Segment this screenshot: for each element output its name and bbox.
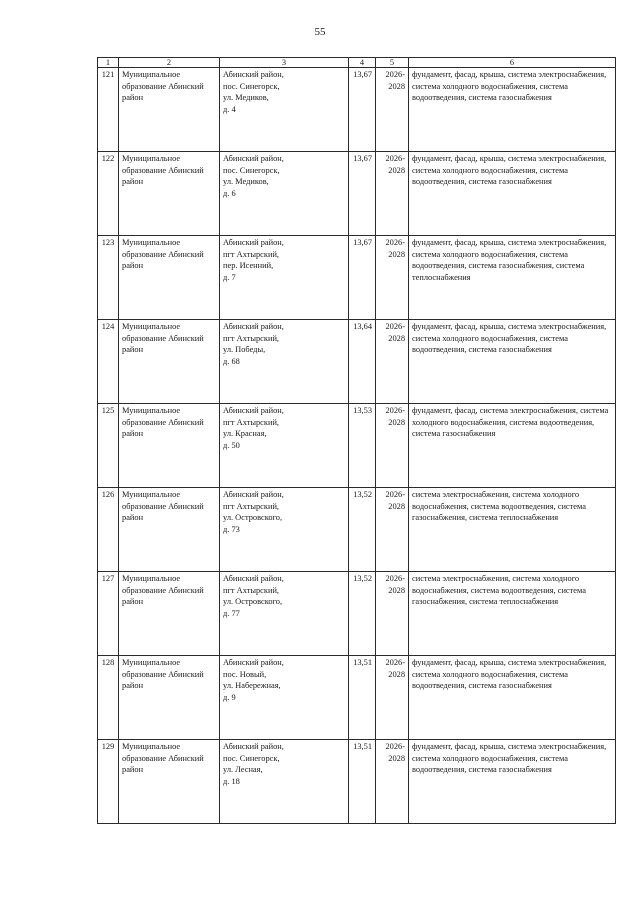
address-line: пер. Исенний, <box>223 261 274 271</box>
works-cell: фундамент, фасад, крыша, система электроснабжения, система холодного водоснабжения, система водоотведения, система газоснабжения <box>409 68 616 152</box>
address-cell <box>220 572 349 656</box>
area-cell: 13,52 <box>349 572 376 656</box>
period-end: 2028 <box>388 165 405 175</box>
row-number: 123 <box>98 236 119 320</box>
municipality-cell: Муниципальное образование Абинский район <box>119 152 220 236</box>
address-line: д. 6 <box>223 188 236 198</box>
address-line: д. 7 <box>223 272 236 282</box>
address-cell <box>220 320 349 404</box>
row-number: 128 <box>98 656 119 740</box>
address-line: д. 18 <box>223 776 240 786</box>
period-end: 2028 <box>388 585 405 595</box>
address-cell <box>220 656 349 740</box>
address-cell <box>220 68 349 152</box>
address-line: пос. Синегорск, <box>223 753 280 763</box>
municipality-cell: Муниципальное образование Абинский район <box>119 68 220 152</box>
period-start: 2026- <box>385 742 405 751</box>
table-row <box>98 320 616 404</box>
row-number: 121 <box>98 68 119 152</box>
address-line: Абинский район, <box>223 322 284 331</box>
address-line: Абинский район, <box>223 490 284 499</box>
period-cell <box>376 740 409 824</box>
period-start: 2026- <box>385 658 405 667</box>
works-cell: фундамент, фасад, крыша, система электроснабжения, система холодного водоснабжения, система водоотведения, система газоснабжения <box>409 152 616 236</box>
address-line: пос. Синегорск, <box>223 81 280 91</box>
row-number: 127 <box>98 572 119 656</box>
area-cell: 13,53 <box>349 404 376 488</box>
address-line: ул. Медиков, <box>223 177 269 187</box>
period-end: 2028 <box>388 81 405 91</box>
housing-repair-table <box>97 57 616 824</box>
table-row <box>98 68 616 152</box>
address-line: ул. Островского, <box>223 597 283 607</box>
page-number: 55 <box>314 26 326 38</box>
municipality-cell: Муниципальное образование Абинский район <box>119 404 220 488</box>
address-line: Абинский район, <box>223 742 284 751</box>
area-cell: 13,52 <box>349 488 376 572</box>
address-cell <box>220 740 349 824</box>
period-end: 2028 <box>388 417 405 427</box>
works-cell: фундамент, фасад, крыша, система электроснабжения, система холодного водоснабжения, система водоотведения, система газоснабжения, система теплоснабжения <box>409 236 616 320</box>
period-cell <box>376 236 409 320</box>
column-number-row <box>98 58 616 68</box>
period-cell <box>376 488 409 572</box>
address-line: ул. Медиков, <box>223 93 269 103</box>
address-line: д. 4 <box>223 104 236 114</box>
period-start: 2026- <box>385 322 405 331</box>
column-header: 1 <box>98 58 119 68</box>
row-number: 125 <box>98 404 119 488</box>
column-header: 4 <box>349 58 376 68</box>
address-line: Абинский район, <box>223 238 284 247</box>
address-line: Абинский район, <box>223 658 284 667</box>
municipality-cell: Муниципальное образование Абинский район <box>119 572 220 656</box>
row-number: 129 <box>98 740 119 824</box>
period-cell <box>376 152 409 236</box>
period-start: 2026- <box>385 70 405 79</box>
table-row <box>98 572 616 656</box>
table-row <box>98 236 616 320</box>
table-row <box>98 740 616 824</box>
table-row <box>98 404 616 488</box>
area-cell: 13,64 <box>349 320 376 404</box>
row-number: 124 <box>98 320 119 404</box>
column-header: 6 <box>409 58 616 68</box>
period-end: 2028 <box>388 333 405 343</box>
period-cell <box>376 656 409 740</box>
address-line: пгт Ахтырский, <box>223 249 280 259</box>
works-cell: фундамент, фасад, крыша, система электроснабжения, система холодного водоснабжения, система водоотведения, система газоснабжения <box>409 740 616 824</box>
table-row <box>98 488 616 572</box>
period-start: 2026- <box>385 574 405 583</box>
address-line: д. 68 <box>223 356 240 366</box>
address-line: ул. Красная, <box>223 429 267 439</box>
period-start: 2026- <box>385 238 405 247</box>
address-line: пгт Ахтырский, <box>223 417 280 427</box>
column-header: 2 <box>119 58 220 68</box>
period-cell <box>376 320 409 404</box>
area-cell: 13,51 <box>349 656 376 740</box>
table-row <box>98 656 616 740</box>
municipality-cell: Муниципальное образование Абинский район <box>119 236 220 320</box>
address-line: пгт Ахтырский, <box>223 501 280 511</box>
address-line: ул. Лесная, <box>223 765 263 775</box>
area-cell: 13,51 <box>349 740 376 824</box>
period-end: 2028 <box>388 249 405 259</box>
area-cell: 13,67 <box>349 68 376 152</box>
works-cell: фундамент, фасад, система электроснабжения, система холодного водоснабжения, система водоотведения, система газоснабжения <box>409 404 616 488</box>
municipality-cell: Муниципальное образование Абинский район <box>119 740 220 824</box>
municipality-cell: Муниципальное образование Абинский район <box>119 320 220 404</box>
period-start: 2026- <box>385 490 405 499</box>
address-line: пос. Новый, <box>223 669 267 679</box>
address-cell <box>220 152 349 236</box>
address-line: д. 77 <box>223 608 240 618</box>
address-line: ул. Островского, <box>223 513 283 523</box>
area-cell: 13,67 <box>349 236 376 320</box>
table-body <box>98 68 616 824</box>
address-line: пгт Ахтырский, <box>223 333 280 343</box>
column-header: 3 <box>220 58 349 68</box>
period-cell <box>376 572 409 656</box>
works-cell: фундамент, фасад, крыша, система электроснабжения, система холодного водоснабжения, система водоотведения, система газоснабжения <box>409 320 616 404</box>
address-line: Абинский район, <box>223 574 284 583</box>
address-line: д. 50 <box>223 440 240 450</box>
works-cell: система электроснабжения, система холодного водоснабжения, система водоотведения, система газоснабжения, система теплоснабжения <box>409 572 616 656</box>
period-end: 2028 <box>388 669 405 679</box>
municipality-cell: Муниципальное образование Абинский район <box>119 488 220 572</box>
address-line: Абинский район, <box>223 154 284 163</box>
works-cell: система электроснабжения, система холодного водоснабжения, система водоотведения, система газоснабжения, система теплоснабжения <box>409 488 616 572</box>
address-line: ул. Победы, <box>223 345 266 355</box>
row-number: 122 <box>98 152 119 236</box>
period-start: 2026- <box>385 406 405 415</box>
address-line: ул. Набережная, <box>223 681 281 691</box>
address-line: д. 9 <box>223 692 236 702</box>
period-end: 2028 <box>388 501 405 511</box>
works-cell: фундамент, фасад, крыша, система электроснабжения, система холодного водоснабжения, система водоотведения, система газоснабжения <box>409 656 616 740</box>
area-cell: 13,67 <box>349 152 376 236</box>
municipality-cell: Муниципальное образование Абинский район <box>119 656 220 740</box>
address-cell <box>220 236 349 320</box>
address-line: Абинский район, <box>223 70 284 79</box>
address-cell <box>220 488 349 572</box>
row-number: 126 <box>98 488 119 572</box>
period-start: 2026- <box>385 154 405 163</box>
address-line: Абинский район, <box>223 406 284 415</box>
address-line: д. 73 <box>223 524 240 534</box>
column-header: 5 <box>376 58 409 68</box>
table-row <box>98 152 616 236</box>
period-cell <box>376 404 409 488</box>
period-cell <box>376 68 409 152</box>
address-line: пгт Ахтырский, <box>223 585 280 595</box>
address-cell <box>220 404 349 488</box>
period-end: 2028 <box>388 753 405 763</box>
address-line: пос. Синегорск, <box>223 165 280 175</box>
